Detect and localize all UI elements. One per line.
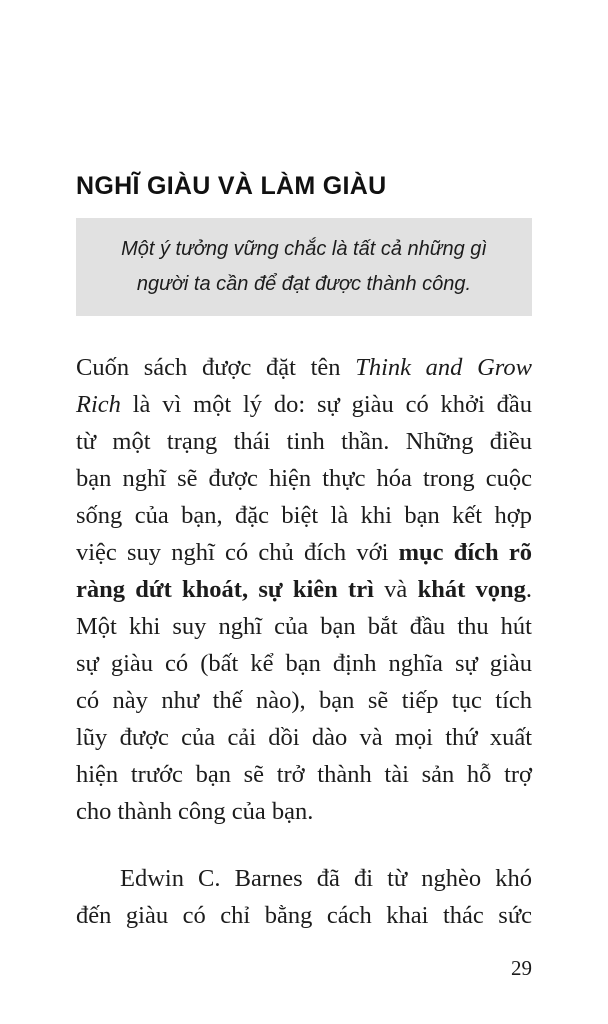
text-run: Cuốn sách được đặt tên bbox=[76, 354, 356, 381]
text-line bbox=[76, 534, 532, 571]
text-run: . bbox=[525, 576, 532, 603]
text-line: đến giàu có chỉ bằng cách khai thác sức bbox=[76, 902, 532, 929]
text-line: có này như thế nào), bạn sẽ tiếp tục tích bbox=[76, 687, 532, 714]
bold-phrase: ràng dứt khoát, sự kiên trì bbox=[76, 576, 374, 603]
text-line bbox=[76, 349, 532, 386]
text-line: Một khi suy nghĩ của bạn bắt đầu thu hút bbox=[76, 613, 532, 640]
text-line bbox=[76, 386, 532, 423]
chapter-heading: NGHĨ GIÀU VÀ LÀM GIÀU bbox=[76, 172, 387, 200]
bold-phrase: khát vọng bbox=[417, 576, 526, 603]
text-line: Edwin C. Barnes đã đi từ nghèo khó bbox=[120, 865, 532, 892]
bold-phrase: mục đích rõ bbox=[398, 539, 533, 566]
text-line: sống của bạn, đặc biệt là khi bạn kết hợp bbox=[76, 502, 532, 529]
text-line: sự giàu có (bất kể bạn định nghĩa sự giàu bbox=[76, 650, 532, 677]
text-line: lũy được của cải dồi dào và mọi thứ xuất bbox=[76, 724, 532, 751]
quote-line: người ta cần để đạt được thành công. bbox=[136, 273, 472, 295]
book-title-italic: Think and Grow bbox=[355, 354, 532, 381]
quote-line: Một ý tưởng vững chắc là tất cả những gì bbox=[121, 238, 487, 260]
quote-box bbox=[76, 218, 532, 316]
text-line: từ một trạng thái tinh thần. Những điều bbox=[76, 428, 532, 455]
text-line: bạn nghĩ sẽ được hiện thực hóa trong cuộc bbox=[76, 465, 532, 492]
text-line bbox=[76, 571, 532, 608]
book-title-italic: Rich bbox=[76, 391, 121, 418]
text-line: cho thành công của bạn. bbox=[76, 798, 314, 825]
page-number: 29 bbox=[511, 956, 532, 980]
text-run: việc suy nghĩ có chủ đích với bbox=[76, 539, 399, 566]
text-line: hiện trước bạn sẽ trở thành tài sản hỗ trợ bbox=[76, 761, 532, 788]
text-run: là vì một lý do: sự giàu có khởi đầu bbox=[120, 391, 532, 418]
text-run: và bbox=[373, 576, 418, 603]
